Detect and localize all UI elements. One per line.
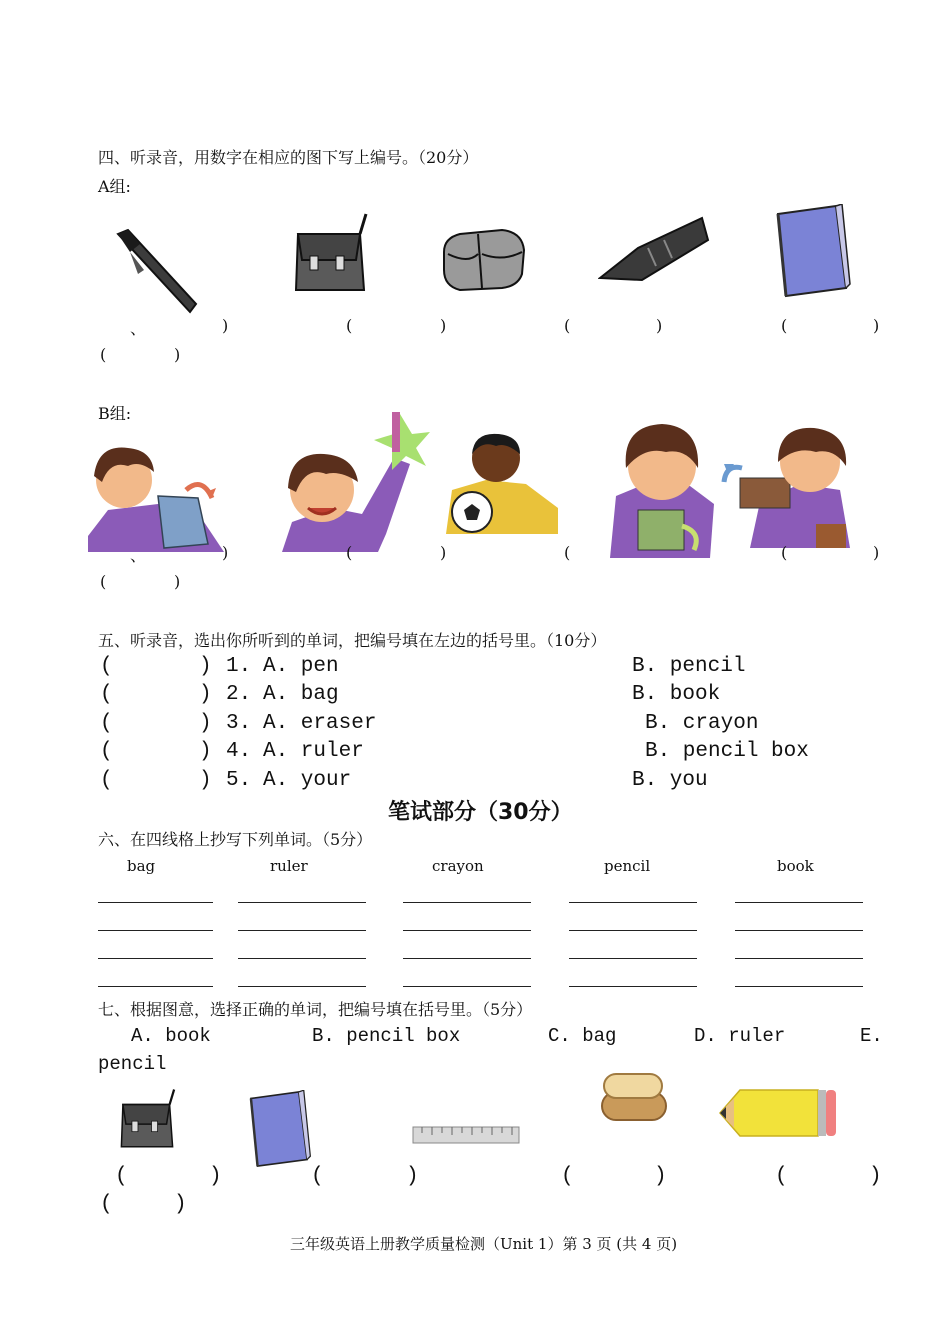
copy-word: bag	[127, 857, 156, 875]
copy-word: book	[777, 857, 814, 875]
eraser-icon	[438, 224, 528, 294]
question-number: 3.	[226, 712, 252, 735]
paren-close: )	[174, 345, 181, 364]
answer-paren-open[interactable]: (	[100, 740, 113, 763]
crayon-icon	[598, 214, 710, 288]
answer-paren-close: )	[199, 655, 212, 678]
option-b: B. you	[632, 769, 708, 792]
paren-close: )	[222, 543, 229, 562]
paren-open: (	[781, 316, 788, 335]
option-a: A. your	[263, 769, 352, 792]
paren-open: (	[781, 543, 788, 562]
answer-paren-open[interactable]: (	[100, 1193, 113, 1216]
option-b: B. pencil box	[645, 740, 809, 763]
paren-open: (	[346, 316, 353, 335]
paren-open: (	[564, 316, 571, 335]
question-number: 2.	[226, 683, 252, 706]
paren-close: )	[174, 572, 181, 591]
bag-icon	[114, 1088, 180, 1152]
choice-option: E.	[860, 1025, 883, 1047]
paren-open: (	[100, 572, 107, 591]
answer-paren-open[interactable]: (	[100, 769, 113, 792]
answer-paren-close: )	[869, 1165, 882, 1188]
choice-option-wrap: pencil	[98, 1053, 167, 1075]
page-footer: 三年级英语上册教学质量检测（Unit 1）第 3 页 (共 4 页)	[290, 1235, 678, 1253]
answer-paren-open[interactable]: (	[775, 1165, 788, 1188]
paren-close: )	[873, 543, 880, 562]
paren-open: (	[564, 543, 571, 562]
answer-paren-open[interactable]: (	[115, 1165, 128, 1188]
answer-paren-close: )	[199, 712, 212, 735]
paren-close: )	[440, 316, 447, 335]
answer-paren-open[interactable]: (	[311, 1165, 324, 1188]
option-a: A. eraser	[263, 712, 377, 735]
paren-close: )	[440, 543, 447, 562]
question-number: 4.	[226, 740, 252, 763]
pen-icon	[108, 222, 203, 317]
choice-option: C. bag	[548, 1025, 617, 1047]
answer-paren-open[interactable]: (	[561, 1165, 574, 1188]
paren-close: )	[222, 316, 229, 335]
paren-close: )	[656, 316, 663, 335]
question-number: 1.	[226, 655, 252, 678]
option-a: A. pen	[263, 655, 339, 678]
group-b-label: B组:	[98, 404, 132, 423]
boy-open-book	[610, 418, 720, 558]
mark: 、	[130, 319, 147, 338]
answer-paren-close: )	[209, 1165, 222, 1188]
option-b: B. pencil	[632, 655, 746, 678]
copy-word: ruler	[270, 857, 308, 875]
bag-icon	[290, 212, 370, 297]
answer-paren-open[interactable]: (	[100, 655, 113, 678]
copy-word: crayon	[432, 857, 484, 875]
answer-paren-open[interactable]: (	[100, 683, 113, 706]
mark: 、	[130, 546, 147, 565]
book-icon	[772, 204, 852, 298]
paren-open: (	[346, 543, 353, 562]
question-number: 5.	[226, 769, 252, 792]
choice-option: B. pencil box	[312, 1025, 461, 1047]
boy-holding-ball	[446, 428, 558, 534]
written-part-title: 笔试部分（30分）	[388, 800, 573, 825]
boy-raise-hand	[282, 404, 430, 552]
answer-paren-close: )	[199, 769, 212, 792]
book-icon	[246, 1090, 312, 1168]
option-a: A. bag	[263, 683, 339, 706]
section5-title: 五、听录音，选出你所听到的单词，把编号填在左边的括号里。（10分）	[98, 631, 607, 650]
copy-word: pencil	[604, 857, 651, 875]
ruler-icon	[412, 1124, 520, 1146]
group-a-label: A组:	[98, 177, 131, 196]
choice-option: D. ruler	[694, 1025, 786, 1047]
section6-title: 六、在四线格上抄写下列单词。（5分）	[98, 830, 373, 849]
paren-close: )	[873, 316, 880, 335]
option-b: B. book	[632, 683, 721, 706]
choice-option: A. book	[131, 1025, 211, 1047]
answer-paren-close: )	[199, 683, 212, 706]
section7-title: 七、根据图意，选择正确的单词，把编号填在括号里。（5分）	[98, 1000, 533, 1019]
answer-paren-close: )	[174, 1193, 187, 1216]
answer-paren-open[interactable]: (	[100, 712, 113, 735]
answer-paren-close: )	[654, 1165, 667, 1188]
section4-title: 四、听录音，用数字在相应的图下写上编号。（20分）	[98, 148, 479, 167]
boy-close-book	[720, 424, 850, 548]
boy-open-bag	[88, 440, 224, 552]
pencil-box-icon	[598, 1070, 670, 1124]
pencil-icon	[718, 1084, 838, 1142]
answer-paren-close: )	[406, 1165, 419, 1188]
paren-open: (	[100, 345, 107, 364]
option-b: B. crayon	[645, 712, 759, 735]
option-a: A. ruler	[263, 740, 364, 763]
answer-paren-close: )	[199, 740, 212, 763]
